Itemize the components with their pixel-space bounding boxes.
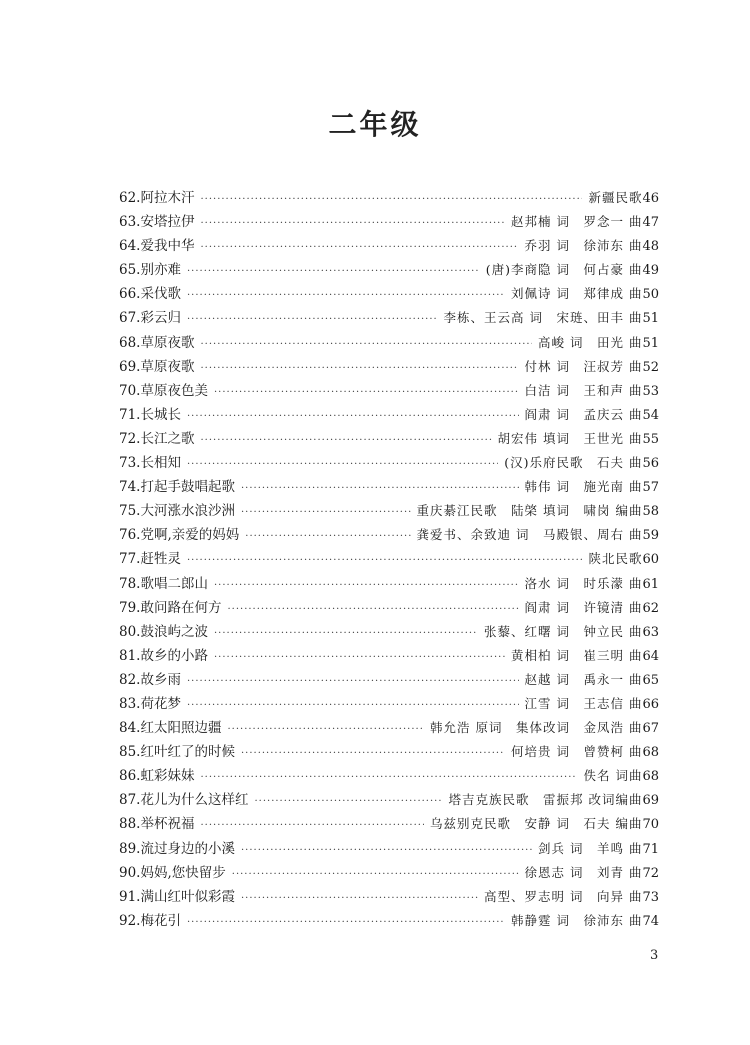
entry-credit: 刘佩诗 词 郑律成 曲 bbox=[511, 286, 643, 302]
toc-entry bbox=[119, 306, 659, 330]
entry-title: 86.虹彩妹妹 bbox=[119, 768, 195, 785]
dot-leader bbox=[200, 212, 505, 236]
entry-title: 81.故乡的小路 bbox=[119, 647, 208, 664]
toc-entry bbox=[119, 282, 659, 306]
entry-credit: 乌兹别克民歌 安静 词 石夫 编曲 bbox=[430, 816, 643, 832]
entry-title: 83.荷花梦 bbox=[119, 695, 181, 712]
toc-entry bbox=[119, 644, 659, 668]
toc-entry bbox=[119, 764, 659, 788]
toc-entry bbox=[119, 258, 659, 282]
table-of-contents bbox=[119, 186, 659, 933]
entry-title: 75.大河涨水浪沙洲 bbox=[119, 503, 235, 520]
entry-credit: 付林 词 汪叔芳 曲 bbox=[524, 358, 643, 374]
entry-page-number: 48 bbox=[642, 239, 659, 255]
toc-entry bbox=[119, 861, 659, 885]
entry-credit: 剑兵 词 羊鸣 曲 bbox=[538, 840, 643, 856]
toc-entry bbox=[119, 909, 659, 933]
entry-title: 74.打起手鼓唱起歌 bbox=[119, 479, 235, 496]
dot-leader bbox=[227, 598, 518, 622]
toc-entry bbox=[119, 331, 659, 355]
entry-credit: 新疆民歌 bbox=[588, 190, 643, 205]
toc-entry bbox=[119, 403, 659, 427]
toc-entry bbox=[119, 812, 659, 836]
entry-title: 68.草原夜歌 bbox=[119, 334, 195, 351]
toc-entry bbox=[119, 740, 659, 764]
entry-title: 62.阿拉木汗 bbox=[119, 190, 195, 206]
page-number: 3 bbox=[650, 948, 659, 963]
dot-leader bbox=[187, 549, 582, 573]
entry-credit: 徐恩志 词 刘青 曲 bbox=[524, 864, 643, 880]
dot-leader bbox=[187, 694, 519, 718]
toc-entry bbox=[119, 596, 659, 620]
entry-page-number: 72 bbox=[642, 865, 659, 881]
entry-credit: 韩静霆 词 徐沛东 曲 bbox=[511, 912, 643, 928]
toc-entry bbox=[119, 475, 659, 499]
toc-entry bbox=[119, 837, 659, 861]
toc-entry bbox=[119, 716, 659, 740]
entry-credit: 赵越 词 禹永一 曲 bbox=[524, 671, 643, 687]
entry-title: 92.梅花引 bbox=[119, 912, 181, 929]
entry-title: 84.红太阳照边疆 bbox=[119, 720, 222, 737]
entry-credit: 高型、罗志明 词 向异 曲 bbox=[484, 888, 643, 904]
entry-title: 76.党啊,亲爱的妈妈 bbox=[119, 527, 240, 544]
toc-entry bbox=[119, 523, 659, 547]
entry-title: 88.举杯祝福 bbox=[119, 816, 195, 833]
toc-entry bbox=[119, 547, 659, 571]
entry-title: 63.安塔拉伊 bbox=[119, 214, 195, 231]
entry-credit: 白洁 词 王和声 曲 bbox=[524, 382, 643, 398]
dot-leader bbox=[187, 453, 498, 477]
toc-entry bbox=[119, 355, 659, 379]
dot-leader bbox=[200, 236, 518, 260]
entry-credit: 阎肃 词 孟庆云 曲 bbox=[524, 406, 643, 422]
entry-page-number: 67 bbox=[642, 721, 659, 737]
entry-credit: 佚名 词曲 bbox=[583, 768, 643, 784]
entry-title: 78.歌唱二郎山 bbox=[119, 575, 208, 592]
entry-page-number: 68 bbox=[642, 745, 659, 761]
page-title: 二年级 bbox=[328, 108, 422, 141]
entry-page-number: 70 bbox=[642, 817, 659, 833]
dot-leader bbox=[200, 357, 518, 381]
entry-page-number: 50 bbox=[642, 287, 659, 303]
entry-page-number: 60 bbox=[642, 552, 659, 568]
toc-entry bbox=[119, 668, 659, 692]
entry-page-number: 49 bbox=[642, 263, 659, 279]
entry-credit: 龚爱书、余致迪 词 马殿银、周右 曲 bbox=[416, 527, 643, 543]
dot-leader bbox=[187, 308, 438, 332]
entry-credit: 李栋、王云高 词 宋琏、田丰 曲 bbox=[443, 310, 643, 326]
entry-title: 72.长江之歌 bbox=[119, 430, 195, 447]
toc-entry bbox=[119, 885, 659, 909]
dot-leader bbox=[241, 742, 505, 766]
entry-title: 87.花儿为什么这样红 bbox=[119, 792, 249, 809]
toc-entry bbox=[119, 427, 659, 451]
dot-leader bbox=[214, 574, 519, 598]
toc-entry bbox=[119, 451, 659, 475]
dot-leader bbox=[187, 670, 519, 694]
dot-leader bbox=[241, 477, 519, 501]
dot-leader bbox=[214, 381, 519, 405]
entry-title: 65.别亦难 bbox=[119, 262, 181, 279]
dot-leader bbox=[187, 284, 505, 308]
toc-entry bbox=[119, 572, 659, 596]
entry-page-number: 63 bbox=[642, 624, 659, 640]
dot-leader bbox=[254, 790, 442, 814]
entry-title: 90.妈妈,您快留步 bbox=[119, 864, 226, 881]
dot-leader bbox=[200, 814, 424, 838]
entry-page-number: 56 bbox=[642, 456, 659, 472]
dot-leader bbox=[187, 405, 519, 429]
dot-leader bbox=[187, 260, 480, 284]
entry-page-number: 62 bbox=[642, 600, 659, 616]
entry-title: 66.采伐歌 bbox=[119, 286, 181, 303]
entry-title: 89.流过身边的小溪 bbox=[119, 840, 235, 857]
entry-credit: 韩伟 词 施光南 曲 bbox=[524, 479, 643, 495]
dot-leader bbox=[245, 525, 410, 549]
toc-entry bbox=[119, 499, 659, 523]
entry-credit: (汉)乐府民歌 石夫 曲 bbox=[504, 455, 643, 471]
entry-credit: 乔羽 词 徐沛东 曲 bbox=[524, 238, 643, 254]
entry-page-number: 65 bbox=[642, 672, 659, 688]
entry-page-number: 74 bbox=[642, 913, 659, 929]
entry-credit: 胡宏伟 填词 王世光 曲 bbox=[497, 430, 643, 446]
entry-title: 82.故乡雨 bbox=[119, 671, 181, 688]
entry-credit: 重庆綦江民歌 陆棨 填词 啸岗 编曲 bbox=[416, 503, 643, 519]
dot-leader bbox=[187, 911, 505, 935]
entry-page-number: 52 bbox=[642, 359, 659, 375]
entry-credit: (唐)李商隐 词 何占豪 曲 bbox=[485, 262, 643, 278]
entry-page-number: 64 bbox=[642, 648, 659, 664]
toc-entry bbox=[119, 379, 659, 403]
entry-credit: 高峻 词 田光 曲 bbox=[538, 334, 643, 350]
entry-page-number: 53 bbox=[642, 383, 659, 399]
entry-credit: 韩允浩 原词 集体改词 金凤浩 曲 bbox=[430, 720, 643, 736]
entry-page-number: 46 bbox=[642, 191, 659, 206]
toc-entry bbox=[119, 788, 659, 812]
entry-page-number: 59 bbox=[642, 528, 659, 544]
toc-entry bbox=[119, 186, 659, 210]
dot-leader bbox=[200, 188, 582, 212]
entry-title: 64.爱我中华 bbox=[119, 238, 195, 255]
entry-page-number: 55 bbox=[642, 431, 659, 447]
entry-page-number: 57 bbox=[642, 480, 659, 496]
entry-page-number: 68 bbox=[642, 769, 659, 785]
entry-credit: 塔吉克族民歌 雷振邦 改词编曲 bbox=[448, 792, 643, 808]
entry-page-number: 51 bbox=[642, 335, 659, 351]
entry-page-number: 61 bbox=[642, 576, 659, 592]
entry-page-number: 73 bbox=[642, 889, 659, 905]
entry-credit: 何培贵 词 曾赞柯 曲 bbox=[511, 744, 643, 760]
toc-entry bbox=[119, 620, 659, 644]
entry-credit: 江雪 词 王志信 曲 bbox=[524, 695, 643, 711]
entry-page-number: 71 bbox=[642, 841, 659, 857]
dot-leader bbox=[214, 646, 505, 670]
dot-leader bbox=[241, 887, 478, 911]
dot-leader bbox=[227, 718, 424, 742]
toc-entry bbox=[119, 692, 659, 716]
entry-page-number: 47 bbox=[642, 215, 659, 231]
entry-credit: 阎肃 词 许镜清 曲 bbox=[524, 599, 643, 615]
entry-title: 69.草原夜歌 bbox=[119, 358, 195, 375]
entry-title: 77.赶牲灵 bbox=[119, 551, 181, 568]
entry-page-number: 66 bbox=[642, 696, 659, 712]
entry-title: 70.草原夜色美 bbox=[119, 382, 208, 399]
toc-entry bbox=[119, 210, 659, 234]
entry-page-number: 69 bbox=[642, 793, 659, 809]
entry-credit: 陕北民歌 bbox=[588, 551, 643, 567]
entry-title: 91.满山红叶似彩霞 bbox=[119, 888, 235, 905]
entry-title: 85.红叶红了的时候 bbox=[119, 744, 235, 761]
entry-credit: 张藜、红曙 词 钟立民 曲 bbox=[484, 623, 643, 639]
dot-leader bbox=[241, 839, 532, 863]
entry-title: 79.敢问路在何方 bbox=[119, 599, 222, 616]
dot-leader bbox=[241, 501, 411, 525]
entry-title: 67.彩云归 bbox=[119, 310, 181, 327]
entry-credit: 黄相柏 词 崔三明 曲 bbox=[511, 647, 643, 663]
dot-leader bbox=[200, 766, 577, 790]
entry-credit: 洛水 词 时乐濛 曲 bbox=[524, 575, 643, 591]
entry-page-number: 54 bbox=[642, 407, 659, 423]
dot-leader bbox=[200, 429, 491, 453]
entry-credit: 赵邦楠 词 罗念一 曲 bbox=[511, 214, 643, 230]
entry-page-number: 51 bbox=[642, 311, 659, 327]
entry-page-number: 58 bbox=[642, 504, 659, 520]
dot-leader bbox=[232, 863, 519, 887]
entry-title: 71.长城长 bbox=[119, 406, 181, 423]
dot-leader bbox=[214, 622, 478, 646]
dot-leader bbox=[200, 333, 532, 357]
entry-title: 73.长相知 bbox=[119, 455, 181, 472]
toc-entry bbox=[119, 234, 659, 258]
entry-title: 80.鼓浪屿之波 bbox=[119, 623, 208, 640]
